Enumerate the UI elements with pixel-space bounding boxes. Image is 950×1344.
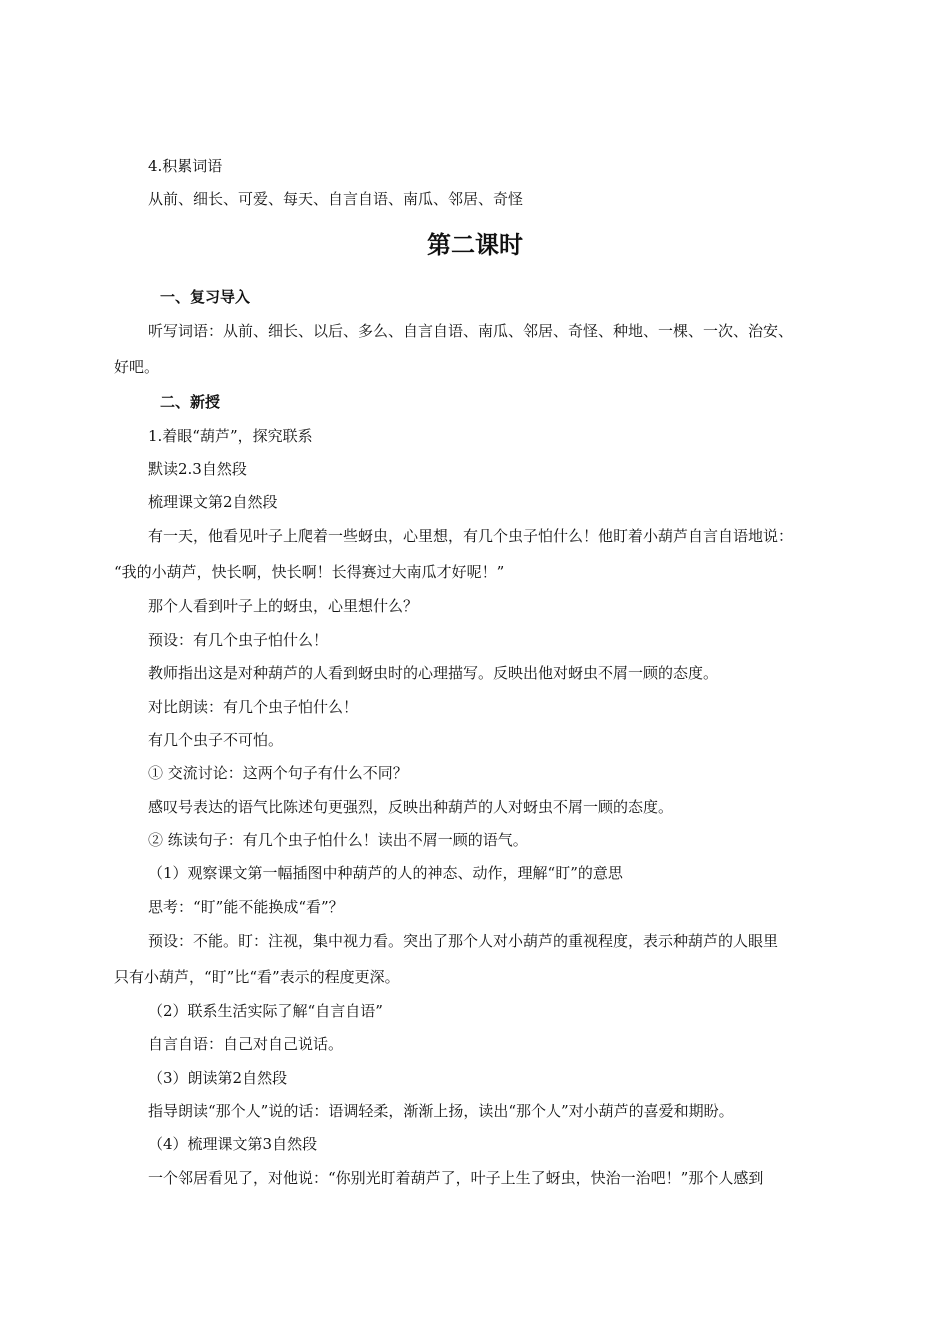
paragraph-think: 思考：“盯”能不能换成“看”？ — [148, 898, 344, 916]
paragraph-preset-2-cont: 只有小葫芦，“盯”比“看”表示的程度更深。 — [114, 968, 400, 986]
section-heading-review: 一、复习导入 — [160, 288, 251, 306]
paragraph-dictation: 听写词语：从前、细长、以后、多么、自言自语、南瓜、邻居、奇怪、种地、一棵、一次、治安、 — [148, 322, 794, 340]
paragraph-sort-3: （4）梳理课文第3自然段 — [148, 1135, 318, 1153]
word-list: 从前、细长、可爱、每天、自言自语、南瓜、邻居、奇怪 — [148, 190, 524, 208]
subheading-gourd: 1.着眼“葫芦”，探究联系 — [148, 427, 313, 445]
paragraph-practice-read: ② 练读句子：有几个虫子怕什么！读出不屑一顾的语气。 — [148, 831, 528, 849]
paragraph-guide-read: 指导朗读“那个人”说的话：语调轻柔，渐渐上扬，读出“那个人”对小葫芦的喜爱和期盼。 — [148, 1102, 734, 1120]
paragraph-compare-read: 对比朗读：有几个虫子怕什么！ — [148, 698, 359, 716]
paragraph-observe: （1）观察课文第一幅插图中种葫芦的人的神态、动作，理解“盯”的意思 — [148, 864, 623, 882]
list-item-accumulate-words: 4.积累词语 — [148, 157, 223, 175]
paragraph-dictation-cont: 好吧。 — [114, 358, 160, 376]
paragraph-discuss: ① 交流讨论：这两个句子有什么不同？ — [148, 764, 408, 782]
paragraph-read-2: （3）朗读第2自然段 — [148, 1069, 288, 1087]
page-title: 第二课时 — [427, 231, 523, 259]
paragraph-teacher-note: 教师指出这是对种葫芦的人看到蚜虫时的心理描写。反映出他对蚜虫不屑一顾的态度。 — [148, 664, 719, 682]
paragraph-preset-2: 预设：不能。盯：注视，集中视力看。突出了那个人对小葫芦的重视程度，表示种葫芦的人眼里 — [148, 932, 779, 950]
paragraph-sort-2: 梳理课文第2自然段 — [148, 493, 278, 511]
section-heading-new-lesson: 二、新授 — [160, 393, 221, 411]
paragraph-silent-read: 默读2.3自然段 — [148, 460, 247, 478]
paragraph-exclamation: 感叹号表达的语气比陈述句更强烈，反映出种葫芦的人对蚜虫不屑一顾的态度。 — [148, 798, 674, 816]
paragraph-neighbor: 一个邻居看见了，对他说：“你别光盯着葫芦了，叶子上生了蚜虫，快治一治吧！”那个人感到 — [148, 1169, 764, 1187]
paragraph-question: 那个人看到叶子上的蚜虫，心里想什么？ — [148, 597, 419, 615]
paragraph-life-link: （2）联系生活实际了解“自言自语” — [148, 1002, 383, 1020]
paragraph-text-quote-cont: “我的小葫芦，快长啊，快长啊！长得赛过大南瓜才好呢！” — [114, 563, 505, 581]
paragraph-compare-b: 有几个虫子不可怕。 — [148, 731, 284, 749]
paragraph-preset-1: 预设：有几个虫子怕什么！ — [148, 631, 329, 649]
paragraph-definition: 自言自语：自己对自己说话。 — [148, 1035, 344, 1053]
paragraph-text-quote: 有一天，他看见叶子上爬着一些蚜虫，心里想，有几个虫子怕什么！他盯着小葫芦自言自语地说： — [148, 527, 794, 545]
